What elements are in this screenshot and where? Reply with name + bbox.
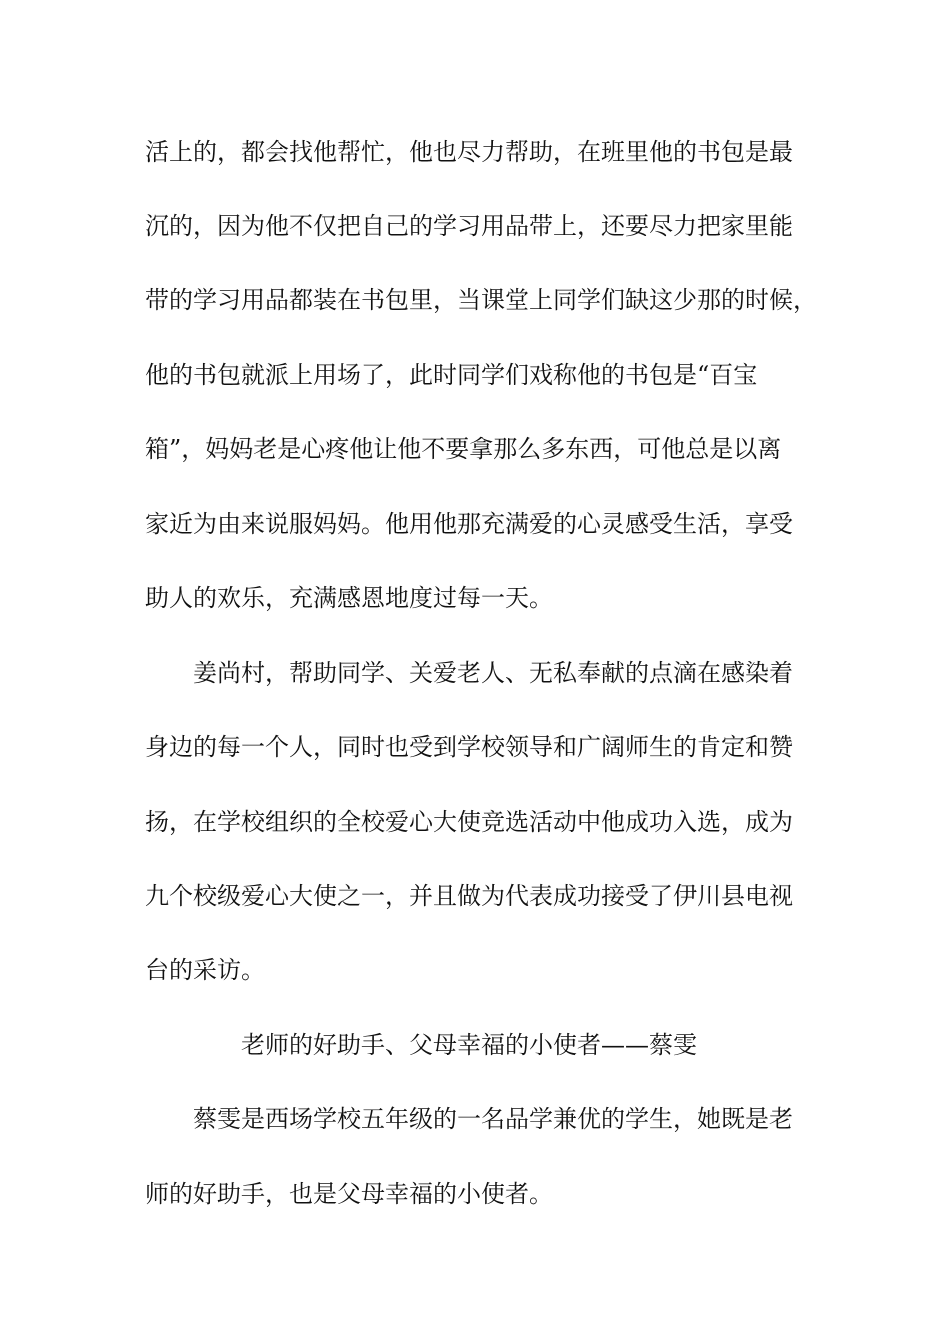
paragraph-line: 九个校级爱心大使之一，并且做为代表成功接受了伊川县电视 [145,882,793,910]
paragraph-line: 身边的每一个人，同时也受到学校领导和广阔师生的肯定和赞 [145,733,793,761]
paragraph-line: 师的好助手，也是父母幸福的小使者。 [145,1180,553,1208]
paragraph-line: 蔡雯是西场学校五年级的一名品学兼优的学生，她既是老 [193,1105,793,1133]
paragraph-line: 沉的，因为他不仅把自己的学习用品带上，还要尽力把家里能 [145,212,793,240]
paragraph-line: 带的学习用品都装在书包里，当课堂上同学们缺这少那的时候， [145,286,817,314]
paragraph-line: 姜尚村，帮助同学、关爱老人、无私奉献的点滴在感染着 [193,659,793,687]
paragraph-line: 助人的欢乐，充满感恩地度过每一天。 [145,584,553,612]
paragraph-line: 他的书包就派上用场了，此时同学们戏称他的书包是“百宝 [145,361,758,389]
paragraph-line: 台的采访。 [145,956,265,984]
section-heading: 老师的好助手、父母幸福的小使者——蔡雯 [241,1031,697,1059]
paragraph-line: 箱”，妈妈老是心疼他让他不要拿那么多东西，可他总是以离 [145,435,782,463]
paragraph-line: 活上的，都会找他帮忙，他也尽力帮助，在班里他的书包是最 [145,138,793,166]
paragraph-line: 扬，在学校组织的全校爱心大使竞选活动中他成功入选，成为 [145,808,793,836]
paragraph-line: 家近为由来说服妈妈。他用他那充满爱的心灵感受生活，享受 [145,510,793,538]
